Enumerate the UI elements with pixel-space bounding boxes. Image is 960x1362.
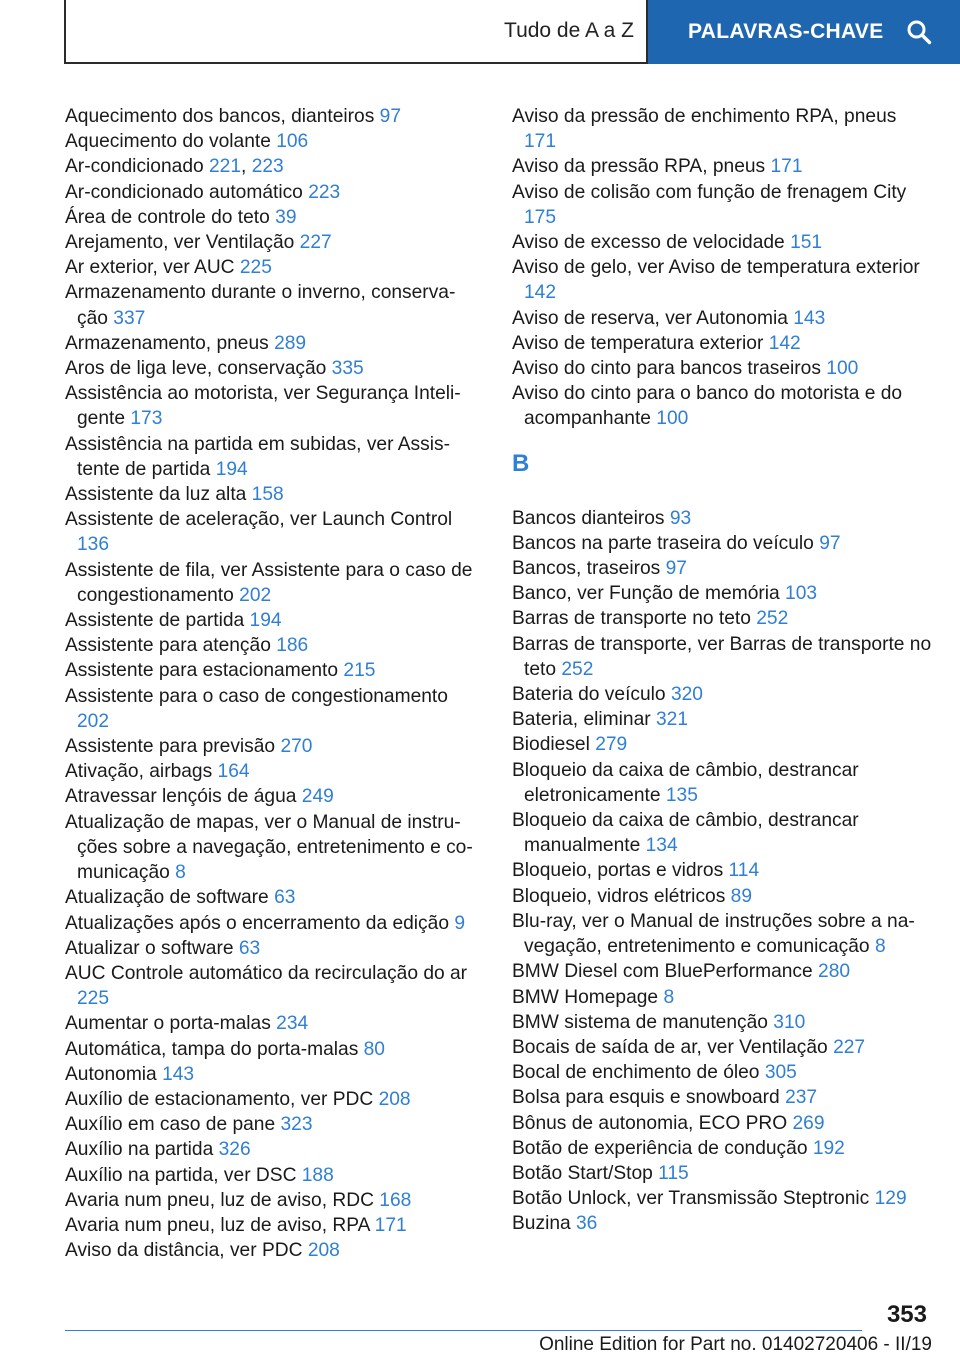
top-bar bbox=[64, 0, 960, 64]
page-reference-link[interactable]: 175 bbox=[524, 206, 557, 228]
index-entry bbox=[512, 632, 932, 682]
page-reference-link[interactable]: 89 bbox=[730, 885, 752, 907]
index-entry bbox=[512, 1211, 932, 1236]
index-entry bbox=[65, 1238, 475, 1263]
page-reference-link[interactable]: 164 bbox=[217, 761, 250, 783]
page-reference-link[interactable]: 279 bbox=[595, 734, 628, 756]
index-term: Aviso de gelo, ver Aviso de temperatura exterior bbox=[512, 257, 920, 279]
index-entry bbox=[65, 1011, 475, 1036]
index-entry bbox=[65, 759, 475, 784]
page-reference-link[interactable]: 97 bbox=[379, 106, 402, 127]
index-entry bbox=[512, 1085, 932, 1110]
index-entry bbox=[512, 1136, 932, 1161]
index-term: Aros de liga leve, conservação bbox=[65, 358, 327, 380]
index-term: Bloqueio da caixa de câmbio, destrancar manualmente bbox=[512, 810, 859, 857]
page-reference-link[interactable]: 252 bbox=[756, 608, 789, 630]
index-entry bbox=[512, 1035, 932, 1060]
index-term: Área de controle do teto bbox=[65, 206, 270, 228]
index-entry bbox=[512, 180, 932, 230]
index-term: Aquecimento dos bancos, dianteiros bbox=[65, 106, 375, 127]
page-reference-link[interactable]: 9 bbox=[454, 912, 466, 934]
page-reference-link[interactable]: 171 bbox=[524, 131, 557, 153]
page-reference-link[interactable]: 321 bbox=[655, 709, 688, 731]
page-reference-link[interactable]: 221 bbox=[209, 156, 242, 178]
page-reference-link[interactable]: 320 bbox=[670, 684, 703, 706]
index-entry bbox=[65, 1037, 475, 1062]
index-entry bbox=[512, 808, 932, 858]
index-term: Aviso de colisão com função de frenagem City bbox=[512, 181, 907, 203]
page-reference-link[interactable]: 143 bbox=[793, 307, 826, 329]
index-entry bbox=[65, 1112, 475, 1137]
index-entry bbox=[512, 682, 932, 707]
page-reference-link[interactable]: 142 bbox=[524, 282, 557, 304]
page-reference-link[interactable]: 194 bbox=[249, 610, 282, 632]
footer-edition-text: Online Edition for Part no. 01402720406 - II/19 bbox=[539, 1334, 932, 1355]
index-entry bbox=[65, 961, 475, 1011]
page-reference-link[interactable]: 158 bbox=[251, 484, 284, 506]
index-term: Barras de transporte, ver Barras de transporte no teto bbox=[512, 633, 932, 680]
index-term: Assistente de fila, ver Assistente para o caso de congestionamento bbox=[65, 559, 473, 606]
index-term: BMW sistema de manutenção bbox=[512, 1011, 768, 1033]
index-column-right bbox=[512, 104, 932, 1237]
index-entry bbox=[65, 1137, 475, 1162]
page-reference-link[interactable]: 192 bbox=[812, 1137, 845, 1159]
page-reference-link[interactable]: 335 bbox=[331, 358, 364, 380]
index-term: Ar-condicionado bbox=[65, 156, 204, 178]
index-entry bbox=[512, 732, 932, 757]
index-term: Atualização de software bbox=[65, 887, 269, 909]
page-reference-link[interactable]: 173 bbox=[130, 408, 163, 430]
index-term: Aviso da pressão de enchimento RPA, pneus bbox=[512, 106, 897, 127]
index-term: Aumentar o porta-malas bbox=[65, 1013, 271, 1035]
page-reference-link[interactable]: 142 bbox=[768, 332, 801, 354]
index-entry bbox=[512, 356, 932, 381]
index-entry bbox=[65, 180, 475, 205]
index-term: Assistência ao motorista, ver Segurança Inteligente bbox=[65, 383, 461, 430]
index-term: Ativação, airbags bbox=[65, 761, 213, 783]
index-entry bbox=[512, 306, 932, 331]
page-reference-link[interactable]: 310 bbox=[773, 1011, 806, 1033]
index-entry bbox=[512, 556, 932, 581]
page-reference-link[interactable]: 202 bbox=[239, 584, 272, 606]
index-term: Bocais de saída de ar, ver Ventilação bbox=[512, 1036, 828, 1058]
index-entry bbox=[65, 658, 475, 683]
index-entry bbox=[512, 1161, 932, 1186]
index-term: AUC Controle automático da recirculação do ar bbox=[65, 962, 468, 984]
index-term: Blu-ray, ver o Manual de instruções sobre a navegação, entretenimento e comunicação bbox=[512, 910, 915, 958]
index-entry bbox=[512, 381, 932, 431]
page-reference-link[interactable]: 134 bbox=[645, 835, 678, 857]
index-term: Atravessar lençóis de água bbox=[65, 786, 297, 808]
page-reference-link[interactable]: 227 bbox=[833, 1036, 866, 1058]
index-term: Auxílio na partida bbox=[65, 1139, 214, 1161]
index-term: Aviso de temperatura exterior bbox=[512, 332, 764, 354]
index-entry bbox=[512, 104, 932, 154]
search-icon[interactable] bbox=[906, 19, 932, 45]
page-reference-link[interactable]: 188 bbox=[301, 1164, 334, 1186]
index-entry bbox=[512, 581, 932, 606]
page-reference-link[interactable]: 269 bbox=[792, 1112, 825, 1134]
index-entry: Ar-condicionado 221, 223 bbox=[65, 156, 284, 178]
page-reference-link[interactable]: 194 bbox=[215, 458, 248, 480]
index-term: Aviso de excesso de velocidade bbox=[512, 232, 785, 254]
index-term: Ar-condicionado automático bbox=[65, 181, 303, 203]
index-entry bbox=[65, 1213, 475, 1238]
index-term: Armazenamento, pneus bbox=[65, 332, 269, 354]
index-entry bbox=[65, 885, 475, 910]
index-term: Auxílio em caso de pane bbox=[65, 1114, 276, 1136]
index-term: Bateria do veículo bbox=[512, 684, 666, 706]
index-term: BMW Homepage bbox=[512, 986, 659, 1008]
page-reference-link[interactable]: 227 bbox=[299, 232, 332, 254]
index-term: Botão Start/Stop bbox=[512, 1162, 653, 1184]
index-term: Bancos na parte traseira do veículo bbox=[512, 532, 814, 554]
index-entry bbox=[65, 810, 475, 886]
index-term: Botão de experiência de condução bbox=[512, 1137, 808, 1159]
page-reference-link[interactable]: 208 bbox=[378, 1088, 411, 1110]
index-entry bbox=[65, 1087, 475, 1112]
index-term: Assistência na partida em subidas, ver Assistente de partida bbox=[65, 433, 450, 480]
index-entry bbox=[512, 1060, 932, 1085]
index-term: Bônus de autonomia, ECO PRO bbox=[512, 1112, 788, 1134]
page-reference-link[interactable]: 97 bbox=[665, 558, 687, 580]
index-term: Aquecimento do volante bbox=[65, 131, 271, 153]
index-entry bbox=[512, 255, 932, 305]
page-reference-link[interactable]: 168 bbox=[379, 1189, 412, 1211]
index-term: Assistente de partida bbox=[65, 610, 245, 632]
index-term: Armazenamento durante o inverno, conservação bbox=[65, 282, 456, 329]
index-entry bbox=[65, 507, 475, 557]
index-term: Assistente para estacionamento bbox=[65, 660, 339, 682]
page-reference-link[interactable]: 100 bbox=[826, 358, 859, 380]
index-entry bbox=[512, 959, 932, 984]
page-reference-link[interactable]: 225 bbox=[77, 988, 110, 1010]
index-term: Bloqueio, portas e vidros bbox=[512, 860, 724, 882]
index-term: Biodiesel bbox=[512, 734, 590, 756]
index-entry bbox=[65, 633, 475, 658]
index-entry bbox=[512, 331, 932, 356]
page-reference-link[interactable]: 106 bbox=[276, 131, 309, 153]
index-term: Assistente da luz alta bbox=[65, 484, 247, 506]
index-entry bbox=[512, 1010, 932, 1035]
index-entry bbox=[65, 129, 475, 154]
index-entry bbox=[65, 911, 475, 936]
index-entry bbox=[512, 985, 932, 1010]
index-term: Avaria num pneu, luz de aviso, RDC bbox=[65, 1189, 374, 1211]
index-entry bbox=[65, 558, 475, 608]
index-term: Assistente para o caso de congestionamento bbox=[65, 685, 448, 707]
index-term: Arejamento, ver Ventilação bbox=[65, 232, 295, 254]
index-term: Bateria, eliminar bbox=[512, 709, 651, 731]
page-reference-link[interactable]: 8 bbox=[175, 862, 186, 884]
page-reference-link[interactable]: 39 bbox=[275, 206, 297, 228]
page-reference-link[interactable]: 115 bbox=[658, 1162, 689, 1184]
page-reference-link[interactable]: 249 bbox=[301, 786, 334, 808]
index-entry bbox=[512, 707, 932, 732]
index-entry bbox=[65, 1062, 475, 1087]
page-reference-link[interactable]: 234 bbox=[276, 1013, 309, 1035]
index-entry bbox=[65, 1188, 475, 1213]
index-entry bbox=[512, 1111, 932, 1136]
index-group-a bbox=[512, 104, 932, 432]
index-entry bbox=[512, 606, 932, 631]
page-reference-link[interactable]: 151 bbox=[790, 232, 823, 254]
index-term: Bolsa para esquis e snowboard bbox=[512, 1087, 780, 1109]
page-reference-link[interactable]: 270 bbox=[280, 736, 313, 758]
page-reference-link[interactable]: 237 bbox=[785, 1087, 818, 1109]
tab-keywords-label: PALAVRAS-CHAVE bbox=[688, 20, 884, 43]
index-term: Assistente para previsão bbox=[65, 736, 276, 758]
index-term: Bloqueio da caixa de câmbio, destrancar eletronicamente bbox=[512, 759, 859, 806]
index-term: Aviso da pressão RPA, pneus bbox=[512, 156, 766, 178]
index-entry bbox=[512, 531, 932, 556]
page-reference-link[interactable]: 225 bbox=[239, 257, 272, 279]
page-reference-link[interactable]: 129 bbox=[874, 1188, 907, 1210]
index-term: Automática, tampa do porta-malas bbox=[65, 1038, 359, 1060]
index-entry bbox=[512, 858, 932, 883]
index-entry bbox=[65, 104, 475, 129]
index-term: Auxílio de estacionamento, ver PDC bbox=[65, 1088, 374, 1110]
index-entry bbox=[65, 280, 475, 330]
index-term: Ar exterior, ver AUC bbox=[65, 257, 235, 279]
page-reference-link[interactable]: 289 bbox=[274, 332, 307, 354]
index-entry bbox=[512, 506, 932, 531]
tab-a-to-z-label: Tudo de A a Z bbox=[504, 19, 634, 42]
page-reference-link[interactable]: 208 bbox=[307, 1240, 340, 1262]
page-reference-link[interactable]: 143 bbox=[162, 1063, 195, 1085]
index-term: Avaria num pneu, luz de aviso, RPA bbox=[65, 1214, 370, 1236]
index-entry bbox=[65, 432, 475, 482]
index-entry bbox=[65, 784, 475, 809]
index-term: Autonomia bbox=[65, 1063, 157, 1085]
index-term: BMW Diesel com BluePerformance bbox=[512, 961, 813, 983]
index-entry bbox=[65, 482, 475, 507]
page-reference-link[interactable]: 8 bbox=[663, 986, 675, 1008]
index-entry bbox=[512, 758, 932, 808]
page-reference-link[interactable]: 171 bbox=[374, 1214, 407, 1236]
index-entry bbox=[512, 230, 932, 255]
index-term: Assistente para atenção bbox=[65, 635, 271, 657]
page-reference-link[interactable]: 305 bbox=[764, 1062, 797, 1084]
index-term: Aviso de reserva, ver Autonomia bbox=[512, 307, 788, 329]
index-term: Aviso da distância, ver PDC bbox=[65, 1240, 303, 1262]
index-term: Auxílio na partida, ver DSC bbox=[65, 1164, 297, 1186]
page-reference-link[interactable]: 36 bbox=[576, 1213, 598, 1235]
index-entry bbox=[65, 331, 475, 356]
page-reference-link[interactable]: 337 bbox=[113, 307, 146, 329]
page-reference-link[interactable]: 80 bbox=[363, 1038, 385, 1060]
page-reference-link[interactable]: 215 bbox=[343, 660, 376, 682]
page-reference-link[interactable]: 8 bbox=[874, 936, 886, 958]
page-reference-link[interactable]: 252 bbox=[561, 658, 594, 680]
index-entry bbox=[512, 909, 932, 959]
page-reference-link[interactable]: 136 bbox=[77, 534, 110, 556]
index-entry bbox=[512, 1186, 932, 1211]
index-term: Bancos dianteiros bbox=[512, 507, 665, 529]
index-term: Bancos, traseiros bbox=[512, 558, 661, 580]
page-reference-link[interactable]: 103 bbox=[785, 583, 818, 605]
page-reference-link[interactable]: 186 bbox=[276, 635, 309, 657]
index-term: Buzina bbox=[512, 1213, 571, 1235]
page-reference-link[interactable]: 63 bbox=[238, 937, 261, 959]
page-reference-link[interactable]: 114 bbox=[728, 860, 760, 882]
page-reference-link[interactable]: 171 bbox=[770, 156, 803, 178]
index-term: Aviso do cinto para o banco do motorista e do acompanhante bbox=[512, 383, 903, 430]
index-entry bbox=[512, 154, 932, 179]
page-reference-link[interactable]: 97 bbox=[819, 532, 841, 554]
index-entry bbox=[65, 734, 475, 759]
index-entry bbox=[512, 884, 932, 909]
index-entry bbox=[65, 230, 475, 255]
index-term: Atualizações após o encerramento da edição bbox=[65, 912, 449, 934]
index-term: Bloqueio, vidros elétricos bbox=[512, 885, 726, 907]
index-entry bbox=[65, 205, 475, 230]
page-reference-link[interactable]: 280 bbox=[818, 961, 851, 983]
index-term: Botão Unlock, ver Transmissão Steptronic bbox=[512, 1188, 870, 1210]
index-column-left bbox=[65, 104, 475, 1263]
index-entry bbox=[65, 255, 475, 280]
page-reference-link[interactable]: 202 bbox=[77, 710, 110, 732]
page-reference-link[interactable]: 100 bbox=[656, 408, 689, 430]
section-letter-b: B bbox=[512, 449, 530, 477]
index-term: Barras de transporte no teto bbox=[512, 608, 751, 630]
page-reference-link[interactable]: 223 bbox=[251, 156, 284, 178]
page-reference-link[interactable]: 326 bbox=[218, 1139, 251, 1161]
index-entry bbox=[65, 1163, 475, 1188]
index-term: Banco, ver Função de memória bbox=[512, 583, 780, 605]
index-entry bbox=[65, 356, 475, 381]
index-entry bbox=[65, 936, 475, 961]
index-term: Atualizar o software bbox=[65, 937, 234, 959]
index-term: Assistente de aceleração, ver Launch Control bbox=[65, 509, 453, 531]
index-entry bbox=[65, 381, 475, 431]
page-reference-link[interactable]: 93 bbox=[669, 507, 692, 529]
page-reference-link[interactable]: 323 bbox=[280, 1114, 313, 1136]
index-entry bbox=[65, 608, 475, 633]
page-reference-link[interactable]: 223 bbox=[308, 181, 341, 203]
tab-keywords[interactable] bbox=[648, 0, 960, 64]
page-reference-link[interactable]: 63 bbox=[274, 887, 296, 909]
index-entry bbox=[65, 684, 475, 734]
index-term: Aviso do cinto para bancos traseiros bbox=[512, 358, 821, 380]
tab-a-to-z[interactable] bbox=[64, 0, 648, 64]
footer-divider bbox=[65, 1330, 862, 1331]
page-reference-link[interactable]: 135 bbox=[665, 784, 698, 806]
index-term: Bocal de enchimento de óleo bbox=[512, 1062, 760, 1084]
index-term: Atualização de mapas, ver o Manual de instruções sobre a navegação, entretenimento e comunicação bbox=[65, 811, 473, 884]
page-number: 353 bbox=[886, 1301, 927, 1328]
index-group-b bbox=[512, 506, 932, 1237]
